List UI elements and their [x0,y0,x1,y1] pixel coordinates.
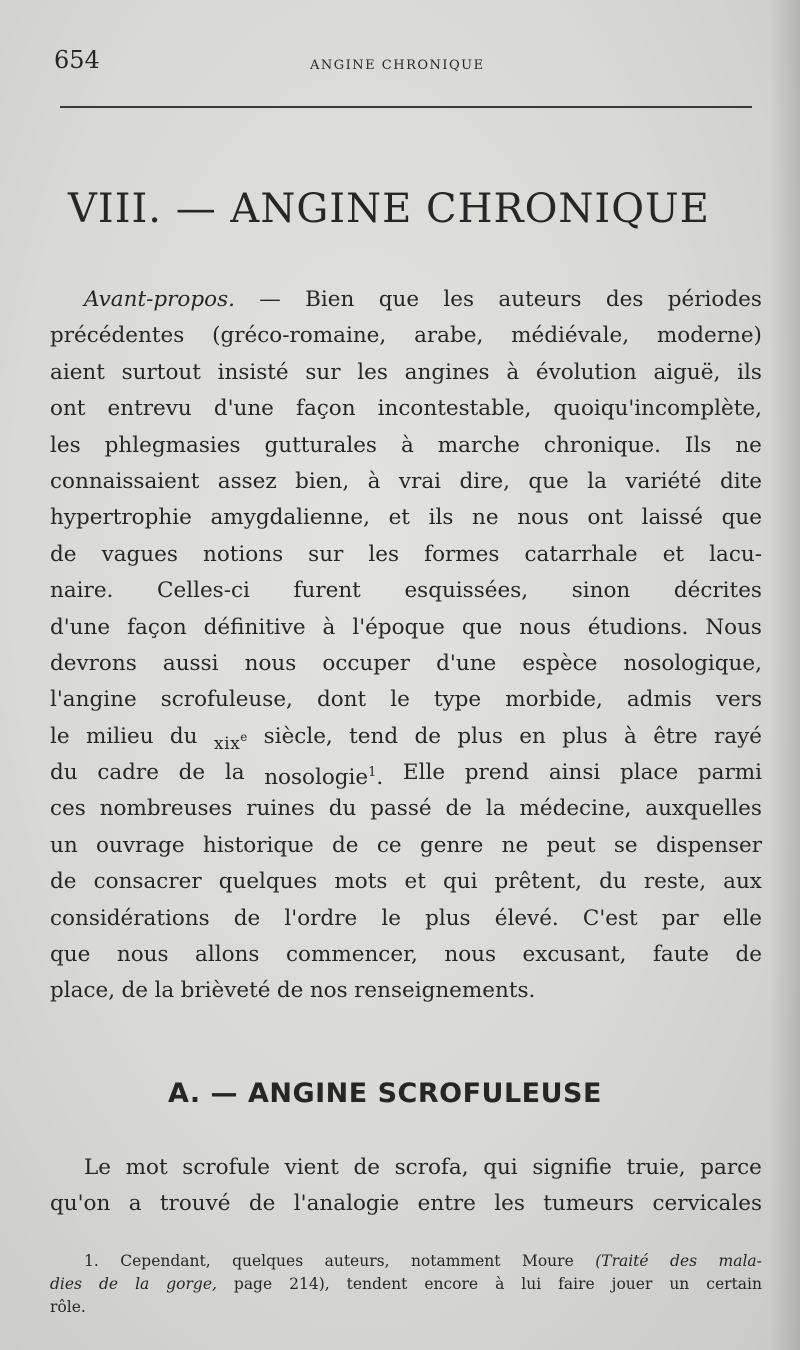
footnote-line: 1. Cependant, quelques auteurs, notamment Moure (Traité des mala- [84,1252,762,1270]
text-line: considérations de l'ordre le plus élevé. C'est par elle [50,905,762,931]
footnote-line: dies de la gorge, page 214), tendent encore à lui faire jouer un certain [50,1275,762,1293]
text-line: devrons aussi nous occuper d'une espèce nosologique, [50,650,762,676]
text-line: que nous allons commencer, nous excusant, faute de [50,942,762,968]
footnote-marker: 1 [368,765,377,781]
text-line: qu'on a trouvé de l'analogie entre les tumeurs cervicales [50,1191,762,1217]
text-line: les phlegmasies gutturales à marche chronique. Ils ne [50,432,762,458]
text-line: connaissaient assez bien, à vrai dire, que la variété dite [50,468,762,494]
chapter-title: VIII. — ANGINE CHRONIQUE [68,186,710,232]
text-line: le milieu du xix$^e$ siècle, tend de plus en plus à être rayé [50,723,762,754]
text-line: du cadre de la nosologie$^1$. Elle prend ainsi place parmi [50,760,762,791]
text-line: l'angine scrofuleuse, dont le type morbide, admis vers [50,687,762,713]
section-heading: A. — ANGINE SCROFULEUSE [168,1078,602,1109]
section-paragraph [50,1150,762,1223]
text-line: hypertrophie amygdalienne, et ils ne nous ont laissé que [50,505,762,531]
text-line: précédentes (gréco-romaine, arabe, médiévale, moderne) [50,323,762,349]
header-rule [60,106,752,108]
text-line: d'une façon définitive à l'époque que nous étudions. Nous [50,614,762,640]
text-line: un ouvrage historique de ce genre ne peut se dispenser [50,832,762,858]
text-line: ont entrevu d'une façon incontestable, quoiqu'incomplète, [50,396,762,422]
text-line: aient surtout insisté sur les angines à évolution aiguë, ils [50,359,762,385]
text-line: de vagues notions sur les formes catarrhale et lacu- [50,541,762,567]
page-header [50,46,752,86]
text-line: de consacrer quelques mots et qui prêtent, du reste, aux [50,869,762,895]
text-line: place, de la brièveté de nos renseignements. [50,978,536,1004]
text-line: Avant-propos. — Bien que les auteurs des périodes [84,287,762,312]
footnote [50,1250,762,1319]
page-number: 654 [54,46,100,74]
text-line: naire. Celles-ci furent esquissées, sinon décrites [50,578,762,604]
text-line: ces nombreuses ruines du passé de la médecine, auxquelles [50,796,762,822]
running-title: ANGINE CHRONIQUE [310,58,485,73]
footnote-line: rôle. [50,1298,86,1316]
text-line: Le mot scrofule vient de scrofa, qui signifie truie, parce [84,1155,762,1180]
avant-propos-paragraph [50,282,762,1010]
